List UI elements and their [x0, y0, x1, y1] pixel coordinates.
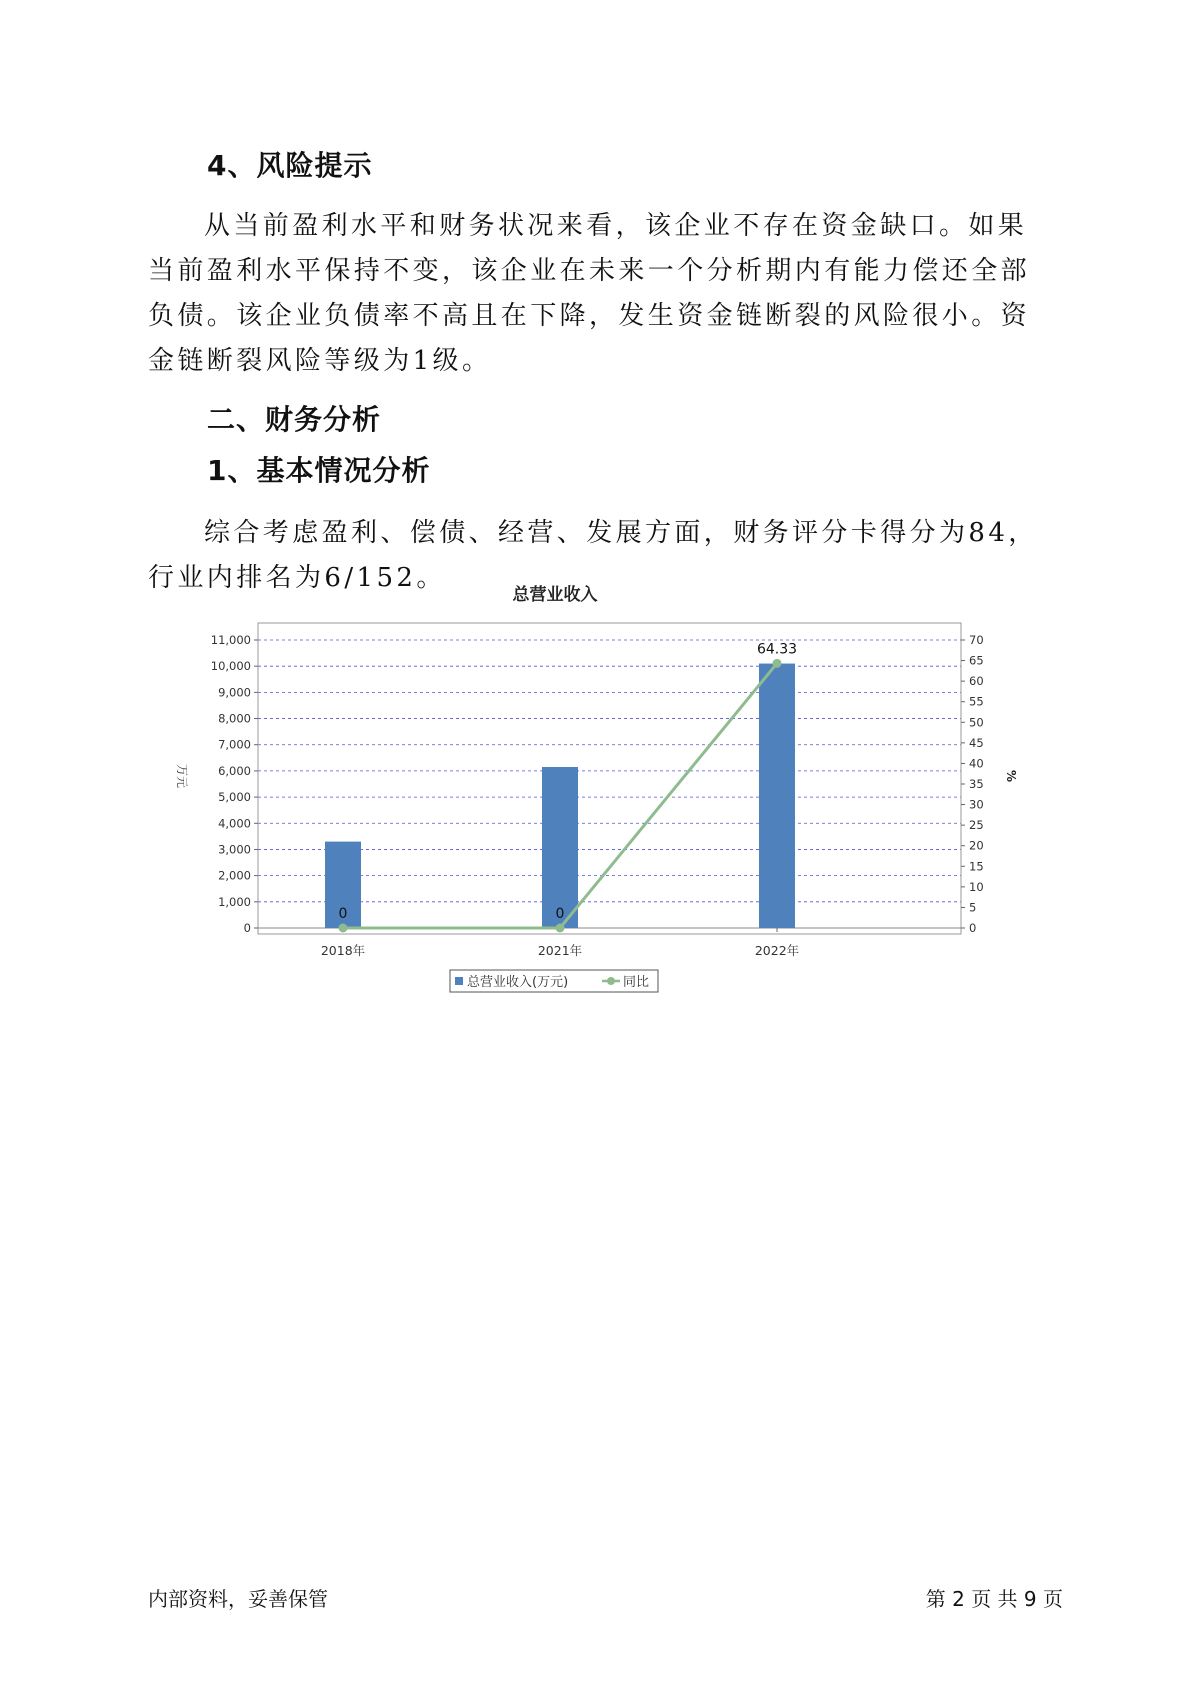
y2-tick-label: 40 [969, 756, 984, 771]
y2-tick-label: 65 [969, 653, 984, 668]
bar [759, 664, 795, 928]
y-tick-label: 8,000 [218, 711, 251, 726]
x-tick-label: 2021年 [537, 943, 583, 958]
bar [542, 767, 578, 928]
y-tick-label: 1,000 [218, 894, 251, 909]
y2-tick-label: 25 [969, 818, 984, 833]
section-heading-basic: 1、基本情况分析 [207, 454, 431, 487]
y2-tick-label: 5 [969, 900, 977, 915]
yoy-point [556, 924, 565, 933]
y-tick-label: 0 [243, 921, 251, 935]
legend-bar-swatch [455, 977, 463, 985]
y-tick-label: 2,000 [218, 868, 251, 883]
y2-tick-label: 20 [969, 838, 984, 853]
y2-tick-label: 45 [969, 735, 984, 750]
y2-tick-label: 70 [969, 633, 984, 647]
yoy-data-label: 0 [338, 906, 348, 922]
footer-page-number: 第 2 页 共 9 页 [925, 1587, 1063, 1611]
yoy-point [339, 924, 348, 933]
y2-tick-label: 15 [969, 859, 984, 874]
legend-bar-label: 总营业收入(万元) [467, 975, 569, 990]
y2-tick-label: 10 [969, 879, 984, 894]
y2-tick-label: 35 [969, 777, 984, 791]
yoy-data-label: 0 [555, 906, 565, 922]
y2-tick-label: 60 [969, 674, 984, 689]
y2-tick-label: 55 [969, 694, 984, 709]
y-tick-label: 3,000 [218, 842, 251, 857]
y-tick-label: 5,000 [218, 790, 251, 805]
y2-tick-label: 50 [969, 715, 984, 730]
y-tick-label: 6,000 [218, 763, 251, 778]
y2-tick-label: 30 [969, 797, 984, 812]
y2-axis-label: % [1004, 769, 1018, 783]
y-tick-label: 7,000 [218, 737, 251, 752]
paragraph-risk: 从当前盈利水平和财务状况来看，该企业不存在资金缺口。如果当前盈利水平保持不变，该企业在未来一个分析期内有能力偿还全部负债。该企业负债率不高且在下降，发生资金链断裂的风险很小。资金链断裂风险等级为1级。 [148, 211, 1031, 376]
revenue-chart [160, 585, 1030, 1078]
y-tick-label: 9,000 [218, 685, 251, 700]
paragraph-basic: 综合考虑盈利、偿债、经营、发展方面，财务评分卡得分为84，行业内排名为6/152。 [148, 518, 1038, 593]
y-axis-label: 万元 [175, 763, 189, 789]
y-tick-label: 11,000 [210, 633, 251, 647]
yoy-data-label: 64.33 [756, 641, 798, 658]
x-tick-label: 2018年 [320, 943, 366, 958]
x-tick-label: 2022年 [754, 943, 800, 958]
legend-line-label: 同比 [623, 975, 650, 990]
y2-tick-label: 0 [969, 921, 977, 935]
chart-title: 总营业收入 [512, 585, 598, 605]
legend-line-marker [607, 977, 615, 985]
y-tick-label: 4,000 [218, 816, 251, 831]
footer-confidential: 内部资料，妥善保管 [148, 1587, 328, 1611]
y-tick-label: 10,000 [210, 659, 251, 674]
section-heading-finance: 二、财务分析 [207, 403, 382, 436]
section-heading-risk: 4、风险提示 [207, 149, 373, 182]
plot-frame [258, 623, 961, 934]
yoy-point [773, 659, 782, 668]
